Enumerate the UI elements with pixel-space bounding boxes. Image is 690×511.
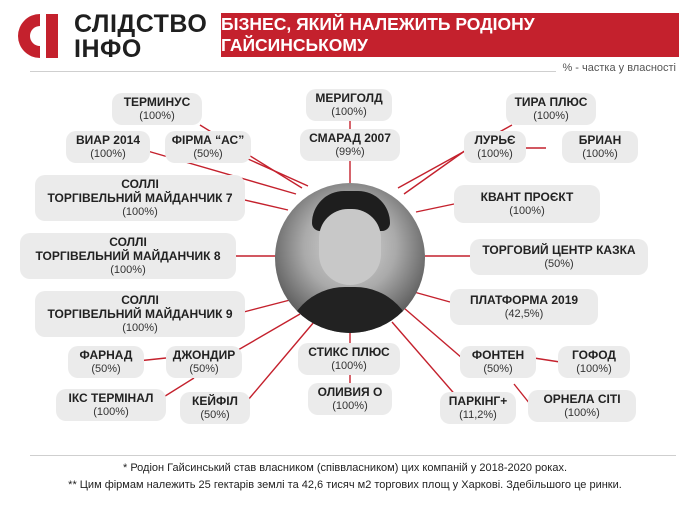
company-gofod: ГОФОД (100%) [558, 346, 630, 378]
company-merigold: МЕРИГОЛД (100%) [306, 89, 392, 121]
footnote-2: ** Цим фірмам належить 25 гектарів землі та 42,6 тисяч м2 торгових площ у Харкові. Здебільшого це ринки. [68, 479, 622, 491]
company-tira-plus: ТИРА ПЛЮС (100%) [506, 93, 596, 125]
page-title: БІЗНЕС, ЯКИЙ НАЛЕЖИТЬ РОДІОНУ ГАЙСИНСЬКОМУ [221, 13, 679, 57]
company-stiks-plus: СТИКС ПЛЮС (100%) [298, 343, 400, 375]
company-solli-8: СОЛЛІ ТОРГІВЕЛЬНИЙ МАЙДАНЧИК 8 (100%) [20, 233, 236, 279]
company-solli-9: СОЛЛІ ТОРГІВЕЛЬНИЙ МАЙДАНЧИК 9 (100%) [35, 291, 245, 337]
company-keifil: КЕЙФІЛ (50%) [180, 392, 250, 424]
footnote-1: * Родіон Гайсинський став власником (співвласником) цих компаній у 2018-2020 роках. [122, 462, 568, 474]
logo-line-1: СЛІДСТВО [74, 10, 208, 38]
company-fonten: ФОНТЕН (50%) [460, 346, 536, 378]
company-smarad-2007: СМАРАД 2007 (99%) [300, 129, 400, 161]
company-farnad: ФАРНАД (50%) [68, 346, 144, 378]
company-firma-as: ФІРМА “АС” (50%) [165, 131, 251, 163]
company-kvant-proekt: КВАНТ ПРОЄКТ (100%) [454, 185, 600, 223]
company-viar-2014: ВИАР 2014 (100%) [66, 131, 150, 163]
logo-line-2: ІНФО [74, 35, 142, 63]
company-tc-kazka: ТОРГОВИЙ ЦЕНТР КАЗКА (50%) [470, 239, 648, 275]
company-iks-terminal: ІКС ТЕРМІНАЛ (100%) [56, 389, 166, 421]
company-dzhondir: ДЖОНДИР (50%) [166, 346, 242, 378]
legend-note: % - частка у власності [556, 62, 676, 74]
company-solli-7: СОЛЛІ ТОРГІВЕЛЬНИЙ МАЙДАНЧИК 7 (100%) [35, 175, 245, 221]
company-lurie: ЛУРЬЄ (100%) [464, 131, 526, 163]
footer-divider [30, 455, 676, 456]
company-brian: БРИАН (100%) [562, 131, 638, 163]
portrait-photo [275, 183, 425, 333]
company-terminus: ТЕРМИНУС (100%) [112, 93, 202, 125]
company-platforma-2019: ПЛАТФОРМА 2019 (42,5%) [450, 289, 598, 325]
company-parking-plus: ПАРКІНГ+ (11,2%) [440, 392, 516, 424]
company-ornela-siti: ОРНЕЛА СІТІ (100%) [528, 390, 636, 422]
company-oliviya-o: ОЛИВИЯ О (100%) [308, 383, 392, 415]
